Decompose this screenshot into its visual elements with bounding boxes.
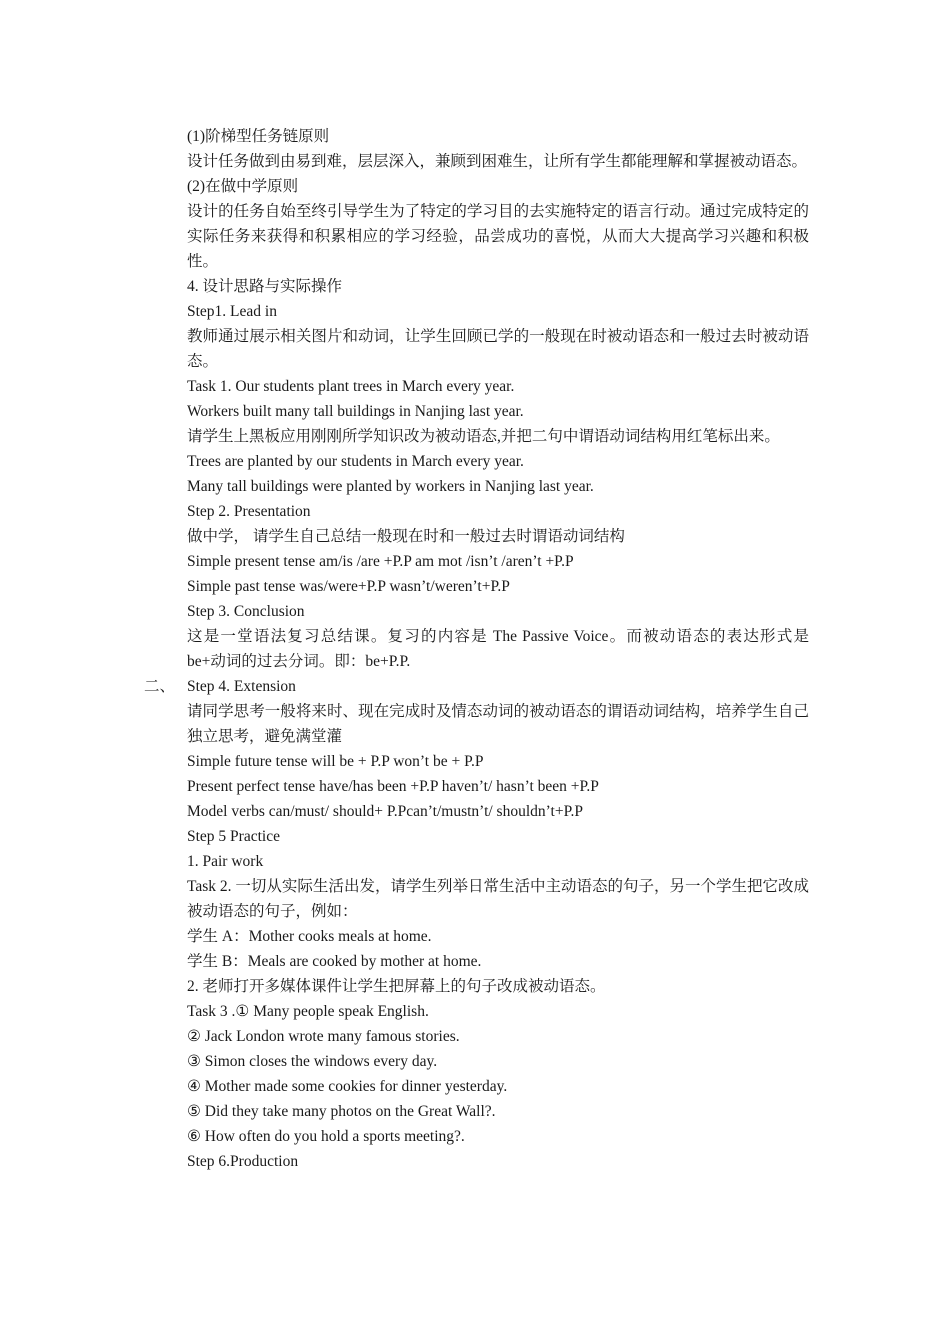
task-3-item-2: ② Jack London wrote many famous stories. xyxy=(187,1028,460,1045)
modal-verbs-structure: Model verbs can/must/ should+ P.Pcan’t/mustn’t/ shouldn’t+P.P xyxy=(187,803,583,820)
paragraph-principle-1: 设计任务做到由易到难，层层深入，兼顾到困难生，让所有学生都能理解和掌握被动语态。 xyxy=(187,153,808,170)
step-6-heading: Step 6.Production xyxy=(187,1153,299,1170)
task-1-instruction: 请学生上黑板应用刚刚所学知识改为被动语态,并把二句中谓语动词结构用红笔标出来。 xyxy=(187,428,780,445)
task-1-answer-1: Trees are planted by our students in March every year. xyxy=(187,453,524,470)
pair-work-heading: 1. Pair work xyxy=(187,853,264,870)
step-3-paragraph: 这是一堂语法复习总结课。复习的内容是 The Passive Voice。而被动语态的表达形式是 be+动词的过去分词。即：be+P.P. xyxy=(187,628,809,670)
task-1-answer-2: Many tall buildings were planted by workers in Nanjing last year. xyxy=(187,478,594,495)
multimedia-instruction: 2. 老师打开多媒体课件让学生把屏幕上的句子改成被动语态。 xyxy=(187,978,606,995)
document-body xyxy=(144,124,809,1174)
student-b-example: 学生 B：Meals are cooked by mother at home. xyxy=(187,953,482,970)
step-1-paragraph: 教师通过展示相关图片和动词，让学生回顾已学的一般现在时被动语态和一般过去时被动语态。 xyxy=(187,328,809,370)
task-3-item-3: ③ Simon closes the windows every day. xyxy=(187,1053,438,1070)
task-3-item-6: ⑥ How often do you hold a sports meeting?. xyxy=(187,1128,465,1145)
list-marker: 二、 xyxy=(144,678,176,695)
step-5-heading: Step 5 Practice xyxy=(187,828,280,845)
task-1-sentence-1: Task 1. Our students plant trees in March every year. xyxy=(187,378,515,395)
paragraph-principle-2: 设计的任务自始至终引导学生为了特定的学习目的去实施特定的语言行动。通过完成特定的实际任务来获得和积累相应的学习经验，品尝成功的喜悦，从而大大提高学习兴趣和积极性。 xyxy=(187,203,809,270)
step-4-row xyxy=(144,674,809,699)
student-a-example: 学生 A：Mother cooks meals at home. xyxy=(187,928,432,945)
step-4-heading: Step 4. Extension xyxy=(187,678,296,695)
task-3-item-4: ④ Mother made some cookies for dinner yesterday. xyxy=(187,1078,508,1095)
present-perfect-structure: Present perfect tense have/has been +P.P haven’t/ hasn’t been +P.P xyxy=(187,778,599,795)
step-4-paragraph: 请同学思考一般将来时、现在完成时及情态动词的被动语态的谓语动词结构，培养学生自己独立思考，避免满堂灌 xyxy=(187,703,809,745)
simple-past-structure: Simple past tense was/were+P.P wasn’t/weren’t+P.P xyxy=(187,578,510,595)
simple-future-structure: Simple future tense will be + P.P won’t be + P.P xyxy=(187,753,484,770)
simple-present-structure: Simple present tense am/is /are +P.P am mot /isn’t /aren’t +P.P xyxy=(187,553,574,570)
step-3-heading: Step 3. Conclusion xyxy=(187,603,305,620)
section-heading-design: 4. 设计思路与实际操作 xyxy=(187,278,343,295)
step-2-paragraph: 做中学， 请学生自己总结一般现在时和一般过去时谓语动词结构 xyxy=(187,528,625,545)
heading-principle-1: (1)阶梯型任务链原则 xyxy=(187,128,330,145)
task-1-sentence-2: Workers built many tall buildings in Nanjing last year. xyxy=(187,403,524,420)
heading-principle-2: (2)在做中学原则 xyxy=(187,178,299,195)
step-1-heading: Step1. Lead in xyxy=(187,303,277,320)
task-3-item-5: ⑤ Did they take many photos on the Great Wall?. xyxy=(187,1103,496,1120)
task-2-paragraph: Task 2. 一切从实际生活出发，请学生列举日常生活中主动语态的句子，另一个学生把它改成被动语态的句子，例如： xyxy=(187,878,809,920)
step-2-heading: Step 2. Presentation xyxy=(187,503,311,520)
task-3-item-1: Task 3 .① Many people speak English. xyxy=(187,1003,429,1020)
